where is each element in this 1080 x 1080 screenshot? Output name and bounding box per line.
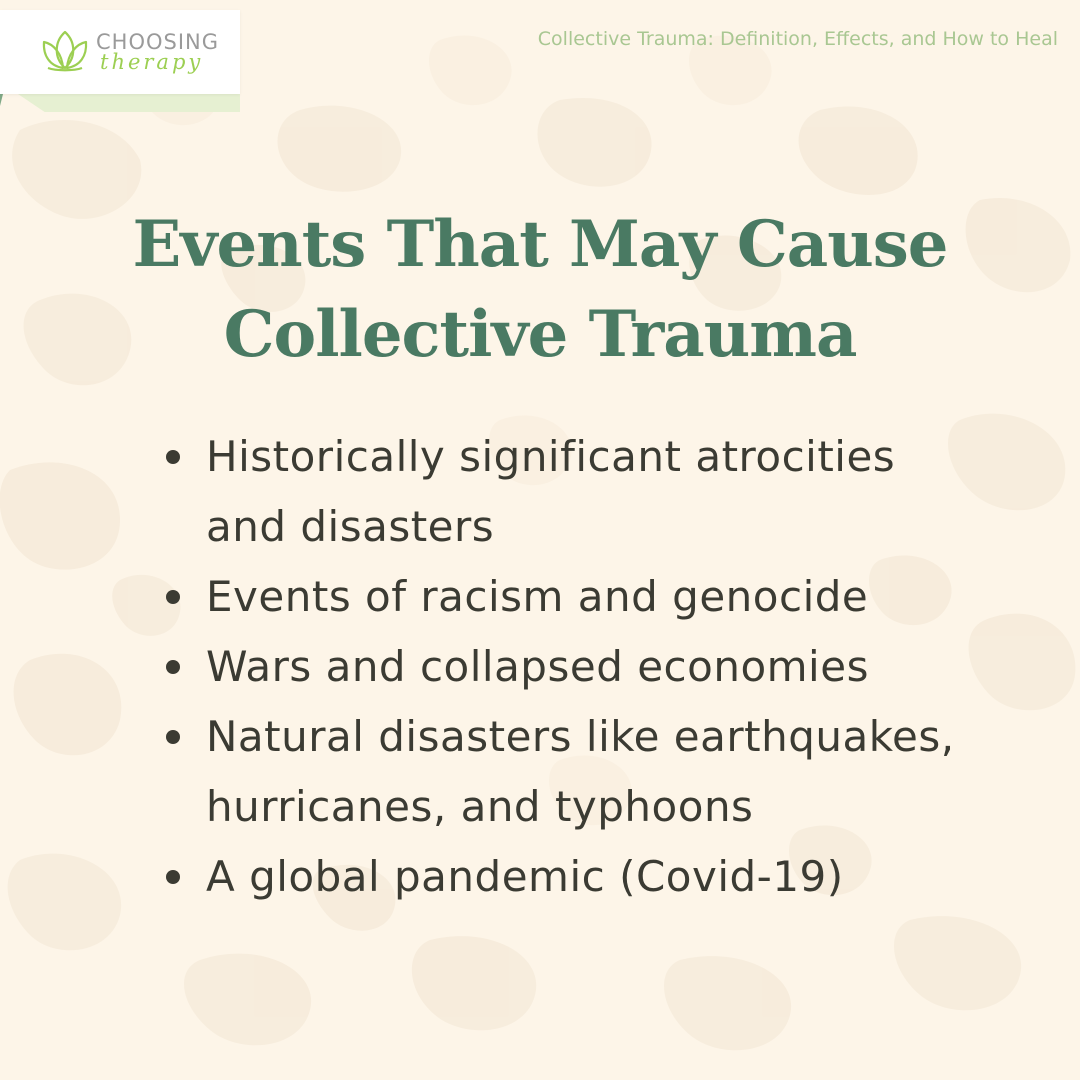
lotus-leaf-icon [40,28,90,74]
list-item-line: hurricanes, and typhoons [206,782,754,831]
page-title-line-1: Events That May Cause [132,207,948,282]
brand-name: CHOOSING [96,30,220,54]
bullet-dot-icon [166,590,180,604]
list-item [162,702,1022,842]
list-item [162,632,1022,702]
list-item-line: Events of racism and genocide [206,572,869,621]
bullet-dot-icon [166,450,180,464]
list-item [162,562,1022,632]
page-title [0,200,1080,380]
bullet-dot-icon [166,730,180,744]
logo-accent-underline [18,94,240,112]
list-item-line: Wars and collapsed economies [206,642,869,691]
list-item-line: and disasters [206,502,495,551]
list-item [162,422,1022,562]
bullet-dot-icon [166,660,180,674]
brand-tagline-script: therapy [100,50,204,74]
article-title: Collective Trauma: Definition, Effects, and How to Heal [537,28,1058,50]
list-item [162,842,1022,912]
page-title-line-2: Collective Trauma [223,297,857,372]
list-item-line: Historically significant atrocities [206,432,896,481]
list-item-line: Natural disasters like earthquakes, [206,712,955,761]
events-list [162,422,1022,912]
bullet-dot-icon [166,870,180,884]
list-item-line: A global pandemic (Covid-19) [206,852,844,901]
